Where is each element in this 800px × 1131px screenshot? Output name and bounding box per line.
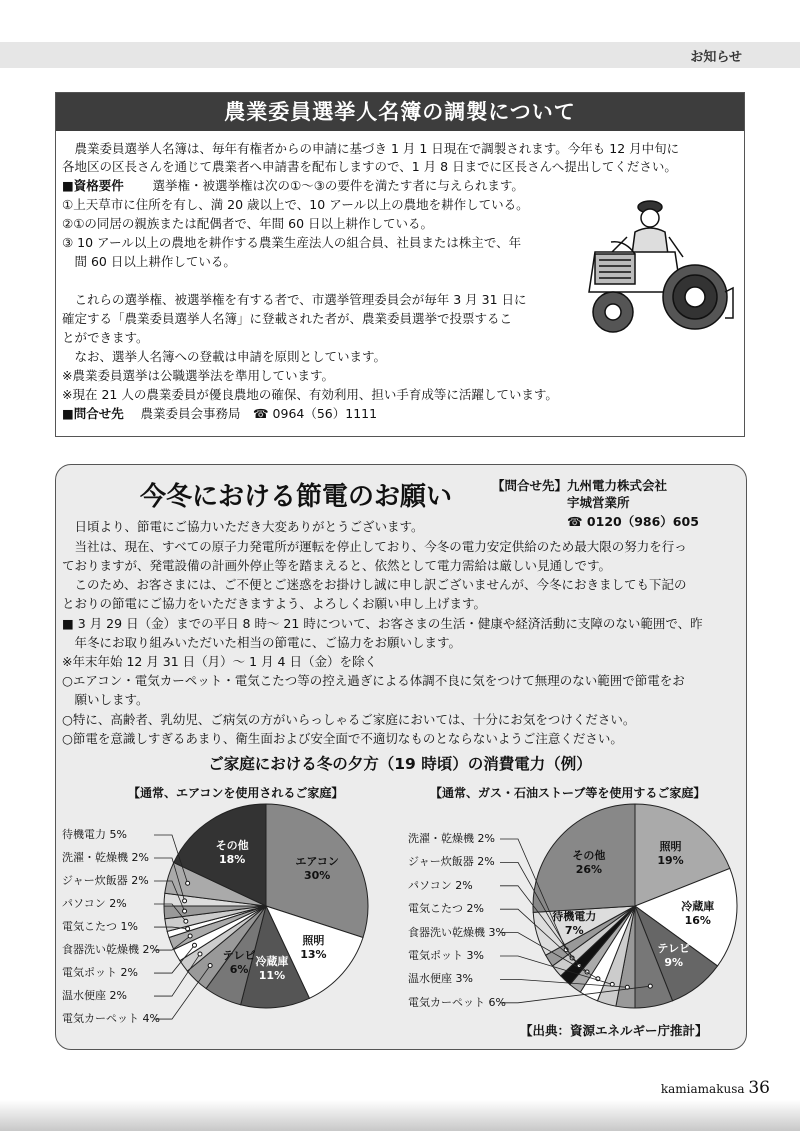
chart-1-subtitle: 【通常、エアコンを使用されるご家庭】 [128,786,344,800]
requirement-2: ②①の同居の親族または配偶者で、年間 60 日以上耕作している。 [62,216,434,231]
notice-power-line: 日頃より、節電にご協力いただき大変ありがとうございます。 [62,519,424,534]
requirements-heading: ■資格要件 [62,178,124,193]
pie-outer-label: 待機電力 5% [62,828,127,841]
notice-power-line: ○特に、高齢者、乳幼児、ご病気の方がいらっしゃるご家庭においては、十分にお気をつけください。 [62,712,636,727]
notice-power-line: 願いします。 [62,692,149,707]
pie-outer-label: 温水便座 2% [62,989,127,1003]
requirement-3: ③ 10 アール以上の農地を耕作する農業生産法人の組合員、社員または株主で、年 [62,235,522,250]
pie-outer-label: ジャー炊飯器 2% [408,855,495,869]
notice-power-line: ○節電を意識しすぎるあまり、衛生面および安全面で不適切なものとならないようご注意ください。 [62,731,623,746]
notice-power-line: ておりますが、発電設備の計画外停止等を踏まえると、依然として電力需給は厳しい見通しです。 [62,558,612,573]
notice-power-line: とおりの節電にご協力をいただきますよう、よろしくお願い申し上げます。 [62,596,487,611]
notice-agri-line: 選挙権・被選挙権は次の①〜③の要件を満たす者に与えられます。 [140,178,524,193]
pie-leader-dot [184,919,188,923]
pie-label: テレビ 6% [222,949,256,977]
pie-outer-label: パソコン 2% [408,878,473,892]
pie-outer-label: 食器洗い乾燥機 3% [408,925,506,939]
page-number: 36 [748,1078,770,1098]
pie-label: 照明 19% [657,839,684,867]
pie-leader-dot [648,984,652,988]
notice-agri-line: とができます。 [62,330,149,345]
pie-label: その他 26% [572,848,606,876]
notice-agri-line: ※農業委員選挙は公職選挙法を準用しています。 [62,368,334,383]
notice-power-line: ○エアコン・電気カーペット・電気こたつ等の控え過ぎによる体調不良に気をつけて無理のない範囲で節電をお [62,673,685,688]
pie-label: 照明 13% [300,933,327,961]
pie-outer-label: 洗濯・乾燥機 2% [408,832,495,845]
chart-2-subtitle: 【通常、ガス・石油ストーブ等を使用するご家庭】 [430,786,706,800]
pie-label: 冷蔵庫 16% [681,899,715,927]
pie-label: 冷蔵庫 11% [255,954,289,982]
pie-label: テレビ 9% [657,941,691,969]
pie-leader-dot [188,934,192,938]
footer-bar [0,1100,800,1131]
notice-agri-line: 確定する「農業委員選挙人名簿」に登載された者が、農業委員選挙で投票するこ [62,311,513,326]
pie-outer-label: 電気ポット 2% [62,966,138,980]
pie-outer-label: 電気ポット 3% [408,949,484,962]
notice-power-line: 当社は、現在、すべての原子力発電所が運転を停止しており、今冬の電力安定供給のため最大限の努力を行っ [62,539,687,554]
contact-phone: ☎ 0120（986）605 [567,514,699,529]
notice-power-line: ■ 3 月 29 日（金）までの平日 8 時〜 21 時について、お客さまの生活・健康や経済活動に支障のない範囲で、昨 [62,616,703,631]
pie-leader-dot [186,927,190,931]
requirement-3-cont: 間 60 日以上耕作している。 [62,254,236,269]
pie-leader-dot [198,952,202,956]
notice-agri-line: 農業委員選挙人名簿は、毎年有権者からの申請に基づき 1 月 1 日現在で調製されます。今年も 12 月中旬に [62,141,680,156]
notice-power-line: このため、お客さまには、ご不便とご迷惑をお掛けし誠に申し訳ございませんが、今冬におきましても下記の [62,577,687,592]
pie-outer-label: 温水便座 3% [408,972,473,986]
notice-power-title: 今冬における節電のお願い [140,482,453,512]
contact-office: 宇城営業所 [567,495,630,510]
notice-agri-line: これらの選挙権、被選挙権を有する者で、市選挙管理委員会が毎年 3 月 31 日に [62,292,527,307]
contact-label: 【問合せ先】 [492,478,568,493]
pie-leader-dot [186,881,190,885]
notice-agri-title: 農業委員選挙人名簿の調製について [56,93,744,131]
source-note: 【出典：資源エネルギー庁推計】 [520,1023,708,1038]
requirement-1: ①上天草市に住所を有し、満 20 歳以上で、10 アール以上の農地を耕作している。 [62,197,529,212]
notice-power-line: ※年末年始 12 月 31 日（月）〜 1 月 4 日（金）を除く [62,654,377,669]
contact-agri: 農業委員会事務局 ☎ 0964（56）1111 [128,406,378,421]
pie-leader-dot [183,909,187,913]
pie-outer-label: 食器洗い乾燥機 2% [62,943,160,957]
pie-outer-label: ジャー炊飯器 2% [62,874,149,888]
section-label: お知らせ [690,50,742,65]
pie-outer-label: 電気カーペット 6% [408,995,506,1009]
notice-agri-line: なお、選挙人名簿への登載は申請を原則としています。 [62,349,387,364]
pie-outer-label: 洗濯・乾燥機 2% [62,851,149,864]
pie-outer-label: 電気カーペット 4% [62,1012,160,1026]
pie-outer-label: 電気こたつ 1% [62,920,138,934]
notice-power-line: 年冬にお取り組みいただいた相当の節電に、ご協力をお願いします。 [62,635,462,650]
contact-company: 九州電力株式会社 [567,478,668,493]
pie-label: その他 18% [215,838,249,866]
pie-label: エアコン 30% [295,854,339,882]
pie-outer-label: 電気こたつ 2% [408,902,484,916]
publication-name: kamiamakusa [660,1082,745,1096]
chart-title: ご家庭における冬の夕方（19 時頃）の消費電力（例） [208,755,592,773]
contact-heading: ■問合せ先 [62,406,124,421]
pie-outer-label: パソコン 2% [62,897,127,911]
notice-agri-line: 各地区の区長さんを通じて農業者へ申請書を配布しますので、1 月 8 日までに区長さんへ提出してください。 [62,159,677,174]
pie-label: 待機電力 7% [552,909,597,937]
pie-leader-dot [192,943,196,947]
pie-leader-dot [183,899,187,903]
notice-agri-line: ※現在 21 人の農業委員が優良農地の確保、有効利用、担い手育成等に活躍しています。 [62,387,558,402]
footer [661,1078,770,1098]
